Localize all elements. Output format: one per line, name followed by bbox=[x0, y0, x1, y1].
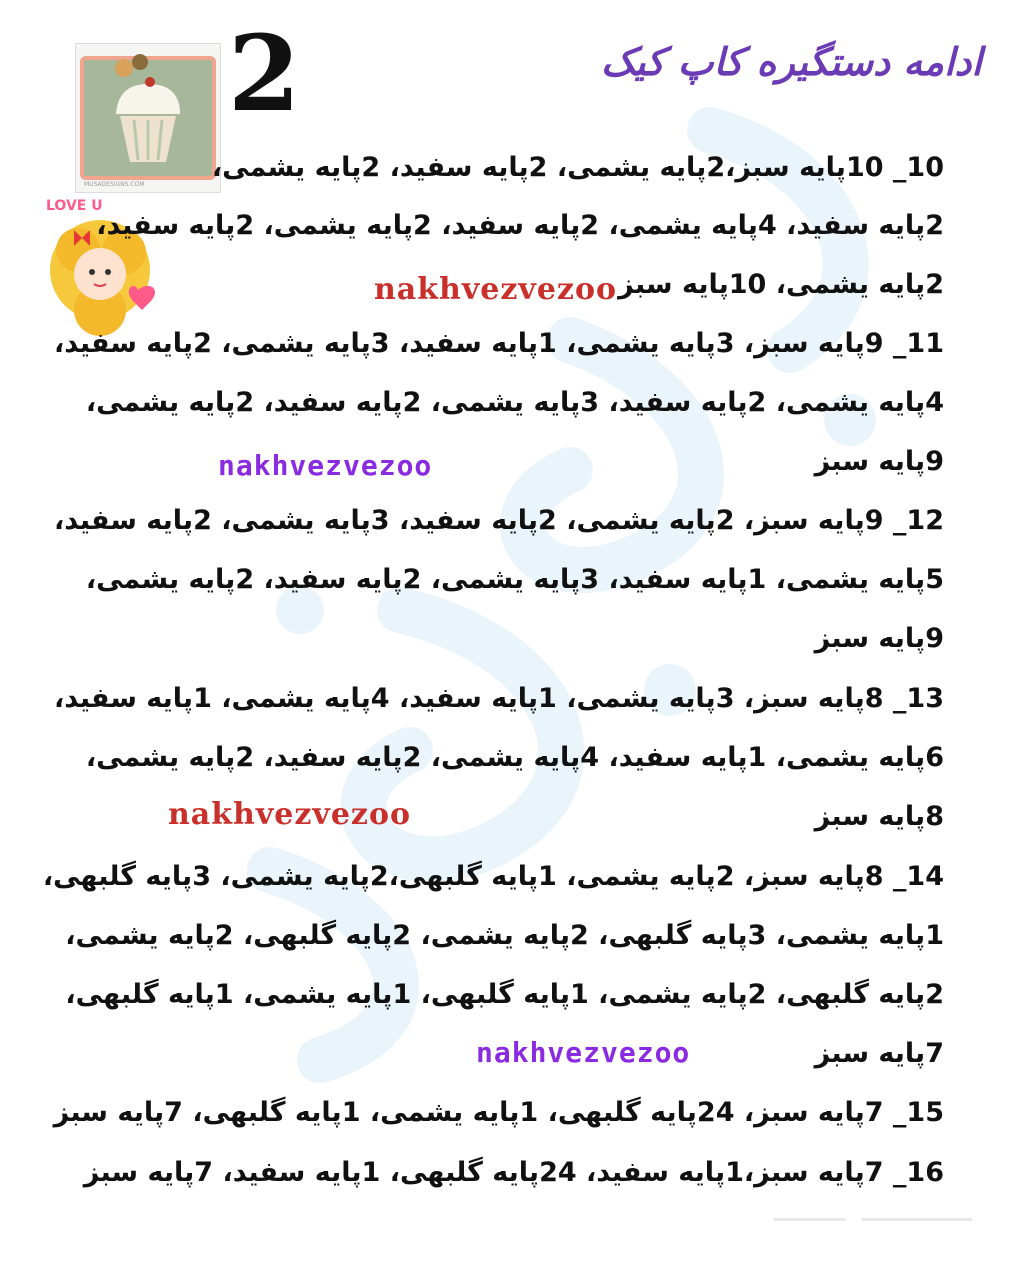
pattern-line: 2پایه سفید، 4پایه یشمی، 2پایه سفید، 2پایه یشمی، 2پایه سفید، bbox=[96, 210, 944, 241]
pattern-line: 7پایه سبز bbox=[814, 1038, 944, 1069]
author-signature: nakhvezvezoo bbox=[374, 272, 617, 307]
pattern-line: 10_ 10پایه سبز،2پایه یشمی، 2پایه سفید، 2پایه یشمی، bbox=[211, 152, 944, 183]
pattern-line: 16_ 7پایه سبز،1پایه سفید، 24پایه گلبهی، 1پایه سفید، 7پایه سبز bbox=[83, 1157, 944, 1188]
pattern-line: 4پایه یشمی، 2پایه سفید، 3پایه یشمی، 2پایه سفید، 2پایه یشمی، bbox=[85, 387, 944, 418]
pattern-line: 5پایه یشمی، 1پایه سفید، 3پایه یشمی، 2پایه سفید، 2پایه یشمی، bbox=[85, 564, 944, 595]
pattern-line: 15_ 7پایه سبز، 24پایه گلبهی، 1پایه یشمی، 1پایه گلبهی، 7پایه سبز bbox=[53, 1097, 944, 1128]
page-title: ادامه دستگیره کاپ کیک bbox=[600, 40, 982, 84]
svg-text:LOVE U: LOVE U bbox=[46, 198, 103, 214]
pattern-line: 2پایه یشمی، 10پایه سبز bbox=[618, 269, 944, 300]
page-number: 2 bbox=[228, 12, 301, 135]
pattern-line: 11_ 9پایه سبز، 3پایه یشمی، 1پایه سفید، 3پایه یشمی، 2پایه سفید، bbox=[54, 328, 944, 359]
author-signature: nakhvezvezoo bbox=[476, 1036, 691, 1069]
divider bbox=[774, 1218, 846, 1221]
author-signature: nakhvezvezoo bbox=[218, 449, 433, 482]
pattern-line: 1پایه یشمی، 3پایه گلبهی، 2پایه یشمی، 2پایه گلبهی، 2پایه یشمی، bbox=[65, 920, 944, 951]
divider bbox=[862, 1218, 972, 1221]
pattern-line: 2پایه گلبهی، 2پایه یشمی، 1پایه گلبهی، 1پایه یشمی، 1پایه گلبهی، bbox=[65, 979, 944, 1010]
cupcake-image bbox=[76, 44, 220, 192]
pattern-line: 8پایه سبز bbox=[814, 801, 944, 832]
svg-text:MUSADESIGNS.COM: MUSADESIGNS.COM bbox=[84, 181, 145, 188]
pattern-line: 13_ 8پایه سبز، 3پایه یشمی، 1پایه سفید، 4پایه یشمی، 1پایه سفید، bbox=[54, 683, 944, 714]
pattern-line: 12_ 9پایه سبز، 2پایه یشمی، 2پایه سفید، 3پایه یشمی، 2پایه سفید، bbox=[54, 505, 944, 536]
cupcake-potholder-thumbnail bbox=[76, 44, 220, 192]
pattern-line: 9پایه سبز bbox=[814, 623, 944, 654]
author-signature: nakhvezvezoo bbox=[168, 797, 411, 832]
pattern-line: 6پایه یشمی، 1پایه سفید، 4پایه یشمی، 2پایه سفید، 2پایه یشمی، bbox=[85, 742, 944, 773]
pattern-line: 9پایه سبز bbox=[814, 446, 944, 477]
pattern-line: 14_ 8پایه سبز، 2پایه یشمی، 1پایه گلبهی،2پایه یشمی، 3پایه گلبهی، bbox=[42, 861, 944, 892]
